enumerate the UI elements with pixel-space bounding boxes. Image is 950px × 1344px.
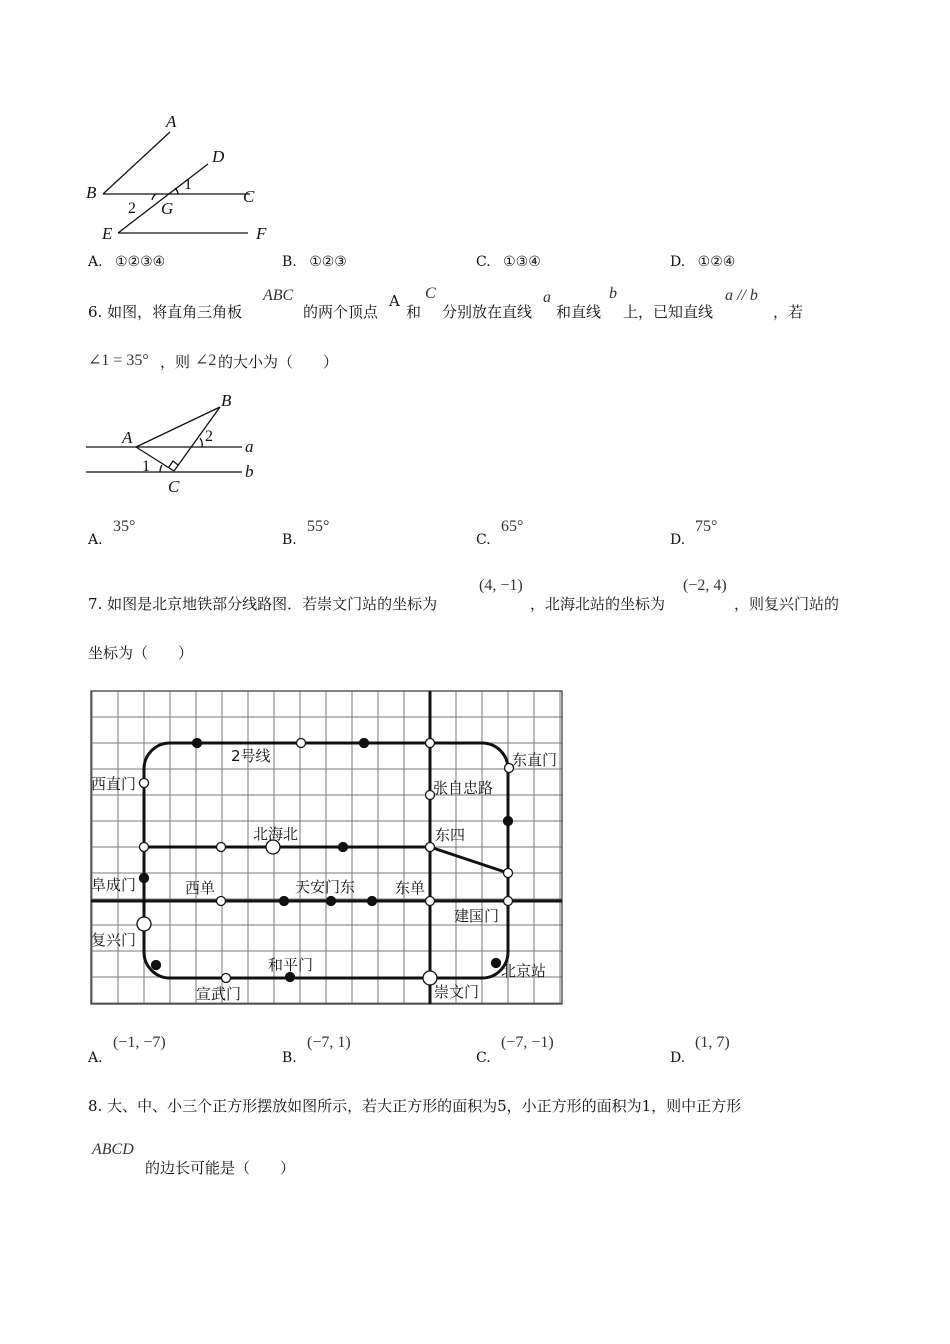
label-tiananmendong: 天安门东 [295,878,356,896]
station-marker [504,817,513,826]
option-value: (−1, −7) [113,1034,166,1051]
option-letter: D. [670,1050,686,1066]
station-marker [368,897,377,906]
q6-text-8: ，则 [160,353,191,371]
option-value: (1, 7) [695,1034,730,1051]
q6-vertex-a: A [389,292,400,310]
label-xizhimen: 西直门 [91,775,137,793]
option-letter: A. [88,254,103,270]
option-value: (−7, 1) [307,1034,351,1051]
station-marker [327,897,336,906]
q7-text-1: 7. 如图是北京地铁部分线路图．若崇文门站的坐标为 [88,595,438,613]
line-connector-east [430,847,508,873]
angle-1-arc [175,188,178,194]
q5-option-d[interactable] [670,254,735,270]
option-text: ①②④ [697,254,736,270]
q7-text-4: 坐标为（ ） [88,644,194,662]
q6-text-9: 的大小为（ ） [218,353,339,371]
label-c: C [243,187,255,206]
label-angle-1: 1 [142,458,150,475]
label-a-vertex: A [122,428,133,447]
option-letter: A. [88,1050,103,1066]
q6-math-b: b [609,285,617,302]
option-value: 35° [113,518,136,535]
label-chongwenmen: 崇文门 [434,983,480,1001]
option-letter: B. [282,1050,297,1066]
option-letter: D. [670,532,686,548]
option-text: ①②③ [309,254,347,270]
station-marker [426,897,435,906]
station-marker [137,917,151,931]
option-letter: C. [476,532,491,548]
option-value: 75° [695,518,718,535]
label-b-vertex: B [221,391,232,410]
label-fuxingmen: 复兴门 [91,931,137,949]
side-cb [174,407,220,471]
q6-text-4: 分别放在直线 [442,303,533,321]
label-d: D [212,147,225,166]
right-angle-mark [169,461,178,467]
station-marker [339,843,348,852]
angle-2-arc [152,194,156,200]
station-marker [360,739,369,748]
q8-math-abcd: ABCD [92,1141,134,1158]
option-value: 55° [307,518,330,535]
station-marker [492,959,501,968]
label-fuchengmen: 阜成门 [91,876,137,894]
option-letter: C. [476,254,491,270]
q6-text-7: ，若 [773,303,804,321]
q5-figure [80,108,280,248]
label-a: A [166,112,177,131]
label-e: E [102,224,113,243]
station-marker [152,961,161,970]
label-line-a: a [245,437,254,456]
angle-1-arc [160,465,162,472]
label-b: B [86,183,97,202]
q6-math-a: a [543,289,551,306]
option-text: ①③④ [503,254,541,270]
q6-text-3: 和 [406,303,422,321]
label-angle-2: 2 [128,200,136,217]
q8-text-1: 8. 大、中、小三个正方形摆放如图所示，若大正方形的面积为5，小正方形的面积为1，则中正方形 [88,1097,742,1115]
label-dongzhimen: 东直门 [512,751,558,769]
option-letter: B. [282,254,297,270]
station-marker [217,843,226,852]
q8-text-2: 的边长可能是（ ） [145,1159,296,1177]
label-xidan: 西单 [185,879,216,897]
option-letter: A. [88,532,103,548]
q7-text-2: ，北海北站的坐标为 [530,595,666,613]
station-marker [193,739,202,748]
q6-text-2: 的两个顶点 [303,303,379,321]
option-letter: D. [670,254,686,270]
angle-2-arc [200,438,202,447]
station-marker [140,874,149,883]
option-letter: B. [282,532,297,548]
station-marker [504,869,513,878]
q7-text-3: ，则复兴门站的 [734,595,840,613]
q6-figure [80,385,280,500]
station-marker [426,739,435,748]
subway-map [88,688,566,1008]
label-beijingzhan: 北京站 [501,962,547,980]
q6-math-parallel: a // b [725,287,758,304]
q7-math-chongwenmen: (4, −1) [479,577,523,594]
q5-option-c[interactable] [476,254,541,270]
q6-text-6: 上，已知直线 [623,303,714,321]
station-marker [222,974,231,983]
label-angle-2: 2 [205,428,213,445]
label-xuanwumen: 宣武门 [196,985,242,1003]
station-marker [504,897,513,906]
label-zhangzizhonglu: 张自忠路 [433,779,494,797]
line-ba [103,132,170,194]
label-angle-1: 1 [184,176,192,193]
label-jianguomen: 建国门 [454,907,500,925]
q6-text-1: 6. 如图，将直角三角板 [88,303,243,321]
label-dongdan: 东单 [395,879,426,897]
station-marker [280,897,289,906]
station-marker [217,897,226,906]
q6-text-5: 和直线 [556,303,602,321]
option-letter: C. [476,1050,491,1066]
q6-math-c: C [425,285,436,302]
label-beihaibei: 北海北 [253,825,299,843]
q6-math-angle1: ∠1 = 35° [88,352,149,369]
label-f: F [256,224,267,243]
label-hepingmen: 和平门 [268,956,314,974]
option-value: 65° [501,518,524,535]
option-value: (−7, −1) [501,1034,554,1051]
station-marker [426,843,435,852]
option-text: ①②③④ [115,254,166,270]
label-line-b: b [245,462,254,481]
q6-math-angle2: ∠2 [195,352,217,369]
label-g: G [161,199,174,218]
station-marker [297,739,306,748]
label-dongsi: 东四 [435,826,466,844]
q5-option-b[interactable] [282,254,347,270]
label-line2: 2号线 [231,747,271,765]
station-marker [140,779,149,788]
q6-math-abc: ABC [263,287,294,304]
stations [137,739,514,986]
q7-math-beihaibei: (−2, 4) [683,577,727,594]
station-marker [140,843,149,852]
q5-option-a[interactable] [88,254,165,270]
label-c-vertex: C [168,477,180,496]
